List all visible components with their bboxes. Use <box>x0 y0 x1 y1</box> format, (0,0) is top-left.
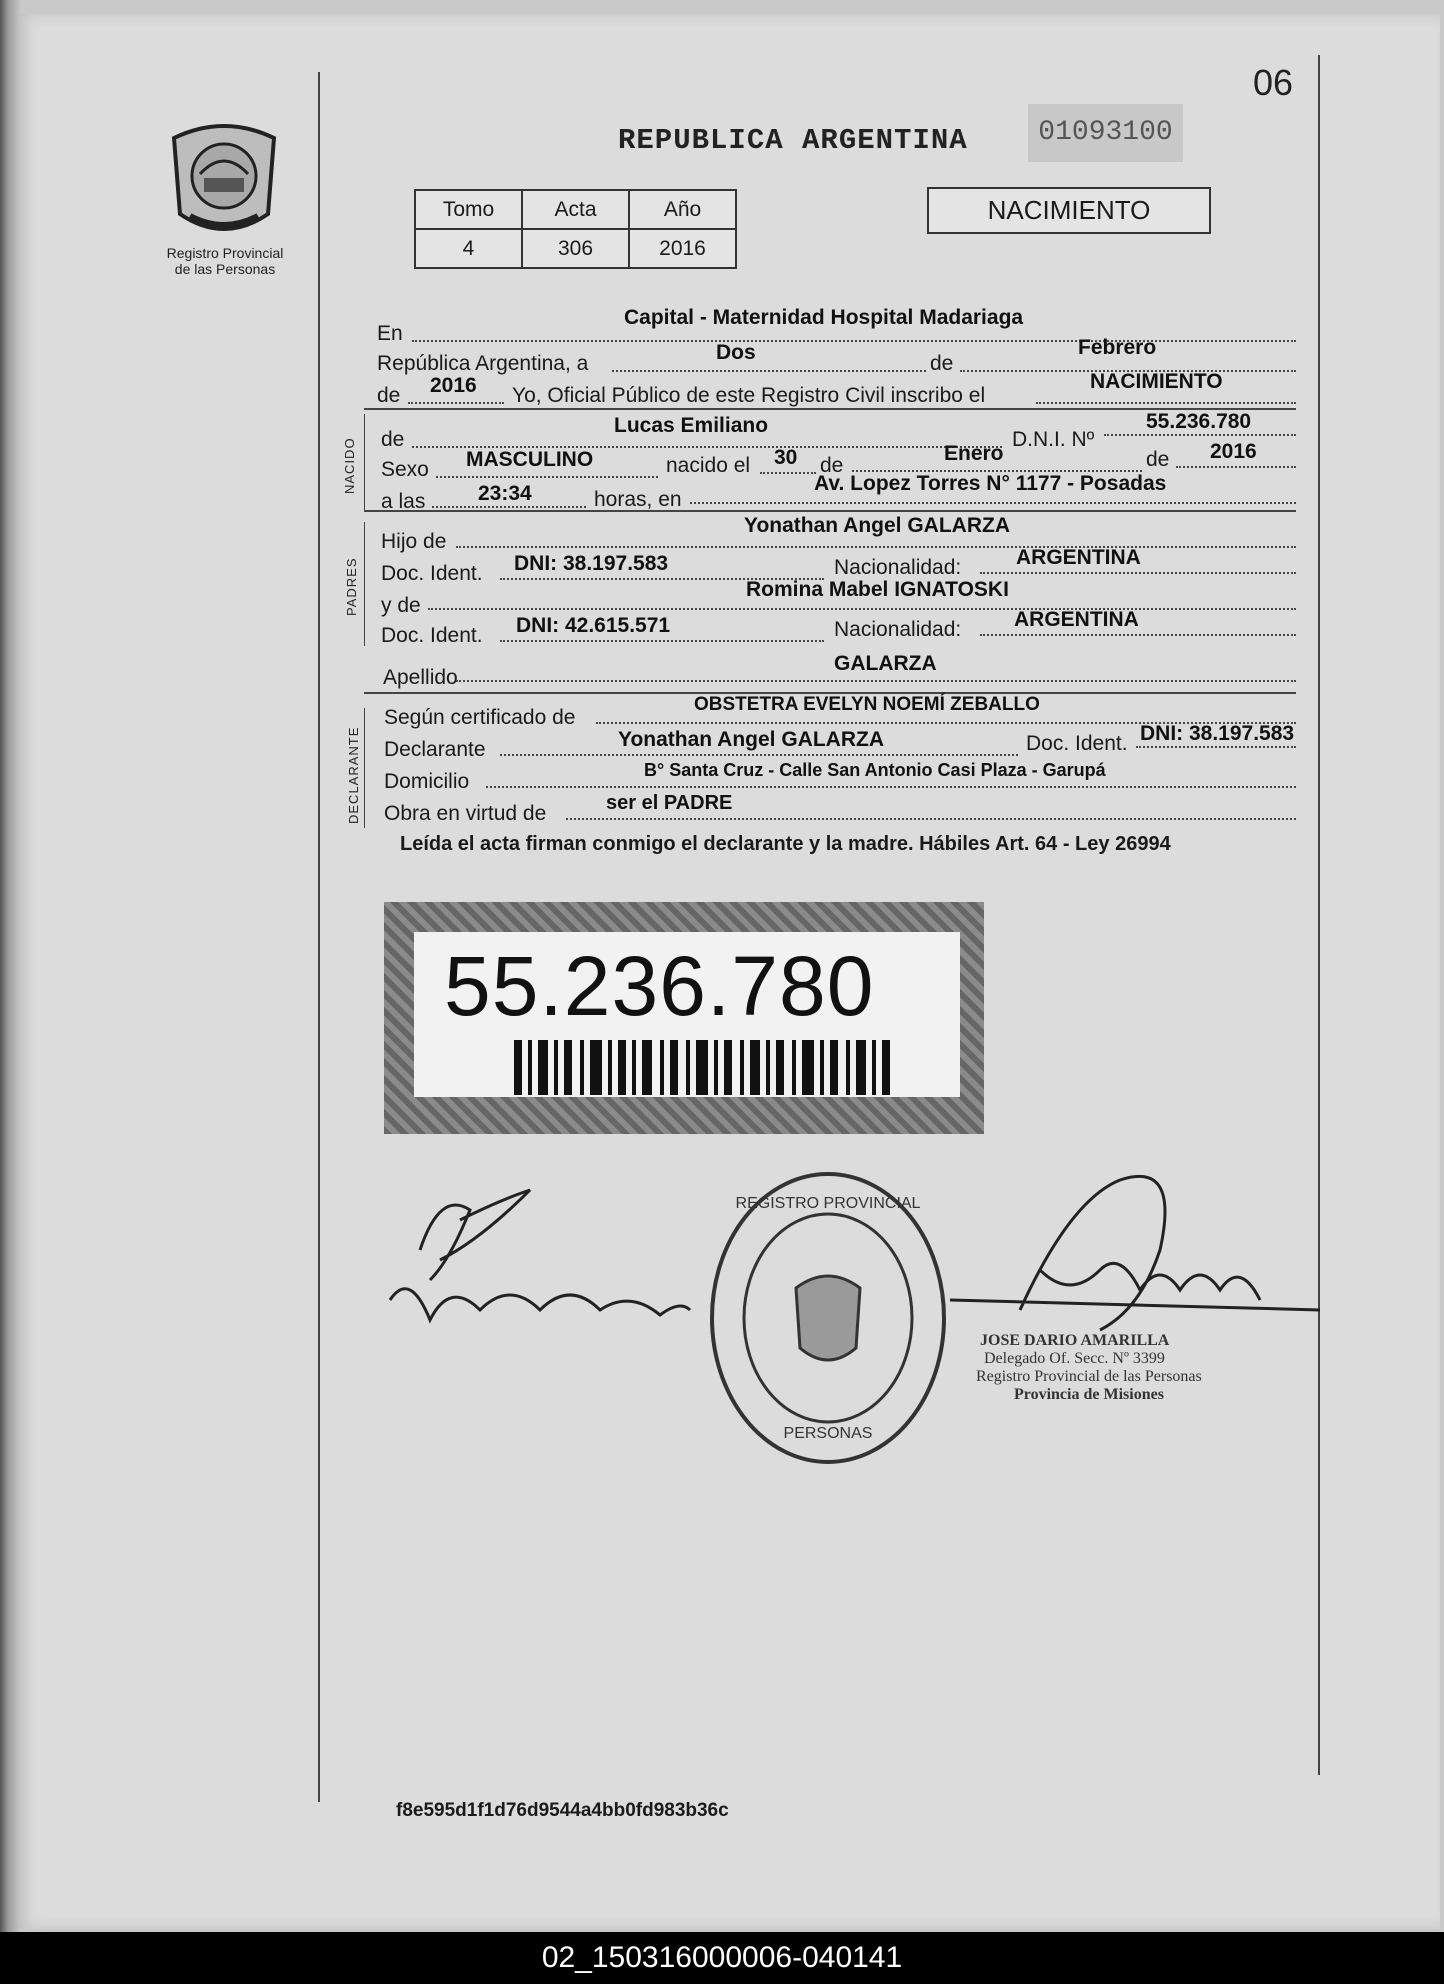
label-certificado: Según certificado de <box>384 706 576 729</box>
official-province: Provincia de Misiones <box>1014 1386 1164 1403</box>
birth-day: 30 <box>774 446 798 469</box>
day-value: Dos <box>716 341 756 364</box>
dotted-line <box>690 502 1296 504</box>
obra-value: ser el PADRE <box>606 792 733 814</box>
declarant-signature-icon <box>380 1170 700 1350</box>
dotted-line <box>408 402 504 404</box>
dotted-line <box>1104 434 1296 436</box>
dotted-line <box>566 818 1296 820</box>
closing-note: Leída el acta firman conmigo el declarante y la madre. Hábiles Art. 64 - Ley 26994 <box>400 833 1171 855</box>
barcode-icon <box>514 1040 894 1095</box>
divider <box>364 510 1296 512</box>
official-stamp-text <box>976 1332 1202 1404</box>
dotted-line <box>412 340 1296 342</box>
father-nationality: ARGENTINA <box>1016 546 1141 569</box>
section-declarante: DECLARANTE <box>346 726 361 824</box>
mother-name: Romina Mabel IGNATOSKI <box>746 578 1009 601</box>
label-horas-en: horas, en <box>594 488 682 511</box>
child-name: Lucas Emiliano <box>614 414 769 437</box>
section-bar <box>364 708 365 828</box>
serial-number: 01093100 <box>1028 104 1183 162</box>
dotted-line <box>1136 746 1296 748</box>
label-y-de: y de <box>381 594 421 617</box>
label-de: de <box>381 428 405 451</box>
dotted-line <box>432 506 586 508</box>
book-table-values <box>415 229 736 268</box>
birth-month: Enero <box>944 442 1004 465</box>
table-header-cell: Año <box>629 190 736 229</box>
label-nacionalidad: Nacionalidad: <box>834 556 962 579</box>
child-dni: 55.236.780 <box>1146 410 1252 433</box>
label-de: de <box>1146 448 1170 471</box>
document-hash: f8e595d1f1d76d9544a4bb0fd983b36c <box>396 1800 729 1821</box>
official-seal-icon <box>706 1168 950 1468</box>
birth-year: 2016 <box>1210 440 1257 463</box>
label-hijo-de: Hijo de <box>381 530 447 553</box>
address-value: B° Santa Cruz - Calle San Antonio Casi Plaza - Garupá <box>644 760 1106 780</box>
dotted-line <box>612 370 926 372</box>
section-bar <box>364 414 365 510</box>
sticker-number: 55.236.780 <box>444 939 875 1033</box>
official-title: Delegado Of. Secc. Nº 3399 <box>984 1350 1165 1367</box>
surname-value: GALARZA <box>834 652 937 675</box>
dotted-line <box>500 754 1018 756</box>
label-dni: D.N.I. Nº <box>1012 428 1095 451</box>
label-doc-ident: Doc. Ident. <box>381 562 483 585</box>
dotted-line <box>436 476 658 478</box>
dotted-line <box>500 640 824 642</box>
label-domicilio: Domicilio <box>384 770 470 793</box>
label-de: de <box>930 352 954 375</box>
official-name: JOSE DARIO AMARILLA <box>980 1332 1170 1349</box>
label-a-las: a las <box>381 490 426 513</box>
label-de: de <box>377 384 401 407</box>
year-value: 2016 <box>430 374 477 397</box>
act-type-box: NACIMIENTO <box>927 187 1211 234</box>
table-header-cell: Tomo <box>415 190 522 229</box>
label-republica: República Argentina, a <box>377 352 589 375</box>
label-obra: Obra en virtud de <box>384 802 547 825</box>
registry-caption <box>145 245 305 277</box>
label-nacido-el: nacido el <box>666 454 751 477</box>
mother-nationality: ARGENTINA <box>1014 608 1139 631</box>
label-nacionalidad: Nacionalidad: <box>834 618 962 641</box>
label-doc-ident: Doc. Ident. <box>1026 732 1128 755</box>
label-de: de <box>820 454 844 477</box>
official-registry: Registro Provincial de las Personas <box>976 1368 1202 1385</box>
registry-caption-line: Registro Provincial <box>166 245 284 261</box>
table-cell: 2016 <box>629 229 736 268</box>
label-apellido: Apellido <box>383 666 458 689</box>
book-table-header <box>415 190 736 229</box>
registry-caption-line: de las Personas <box>174 261 276 277</box>
birth-hour: 23:34 <box>478 482 532 505</box>
dotted-line <box>428 608 1296 610</box>
father-name: Yonathan Angel GALARZA <box>744 514 1010 537</box>
scan-footer-id: 02_150316000006-040141 <box>0 1932 1444 1984</box>
table-cell: 306 <box>522 229 629 268</box>
sticker-label <box>414 932 960 1097</box>
binding-edge <box>0 0 20 1932</box>
dotted-line <box>456 680 1296 682</box>
birth-place: Av. Lopez Torres N° 1177 - Posadas <box>814 472 1167 495</box>
section-padres: PADRES <box>344 557 359 616</box>
label-inscribo: Yo, Oficial Público de este Registro Civil inscribo el <box>512 384 986 407</box>
father-doc: DNI: 38.197.583 <box>514 552 669 575</box>
dotted-line <box>1176 466 1296 468</box>
declarant-name: Yonathan Angel GALARZA <box>618 728 884 751</box>
month-value: Febrero <box>1078 336 1157 359</box>
dotted-line <box>760 472 816 474</box>
table-header-cell: Acta <box>522 190 629 229</box>
dotted-line <box>980 634 1296 636</box>
act-type-value: NACIMIENTO <box>1090 370 1223 393</box>
page-number: 06 <box>1253 62 1294 103</box>
mother-doc: DNI: 42.615.571 <box>516 614 671 637</box>
dotted-line <box>980 572 1296 574</box>
section-nacido: NACIDO <box>342 437 357 494</box>
label-declarante: Declarante <box>384 738 486 761</box>
dotted-line <box>456 546 1296 548</box>
table-cell: 4 <box>415 229 522 268</box>
left-margin-line <box>318 72 320 1802</box>
dotted-line <box>486 786 1296 788</box>
book-table <box>414 189 737 269</box>
right-margin-line <box>1318 55 1320 1775</box>
dni-sticker <box>384 902 984 1134</box>
country-title: REPUBLICA ARGENTINA <box>618 124 968 157</box>
section-bar <box>364 522 365 646</box>
sexo-value: MASCULINO <box>466 448 594 471</box>
certificate-value: OBSTETRA EVELYN NOEMÍ ZEBALLO <box>694 694 1040 715</box>
registry-seal-icon <box>160 118 288 238</box>
place-value: Capital - Maternidad Hospital Madariaga <box>624 306 1024 329</box>
label-en: En <box>377 322 403 345</box>
label-doc-ident: Doc. Ident. <box>381 624 483 647</box>
svg-text:PERSONAS: PERSONAS <box>783 1425 873 1442</box>
declarant-doc: DNI: 38.197.583 <box>1140 722 1295 745</box>
svg-text:REGISTRO PROVINCIAL: REGISTRO PROVINCIAL <box>735 1195 921 1212</box>
dotted-line <box>1036 402 1296 404</box>
label-sexo: Sexo <box>381 458 429 481</box>
